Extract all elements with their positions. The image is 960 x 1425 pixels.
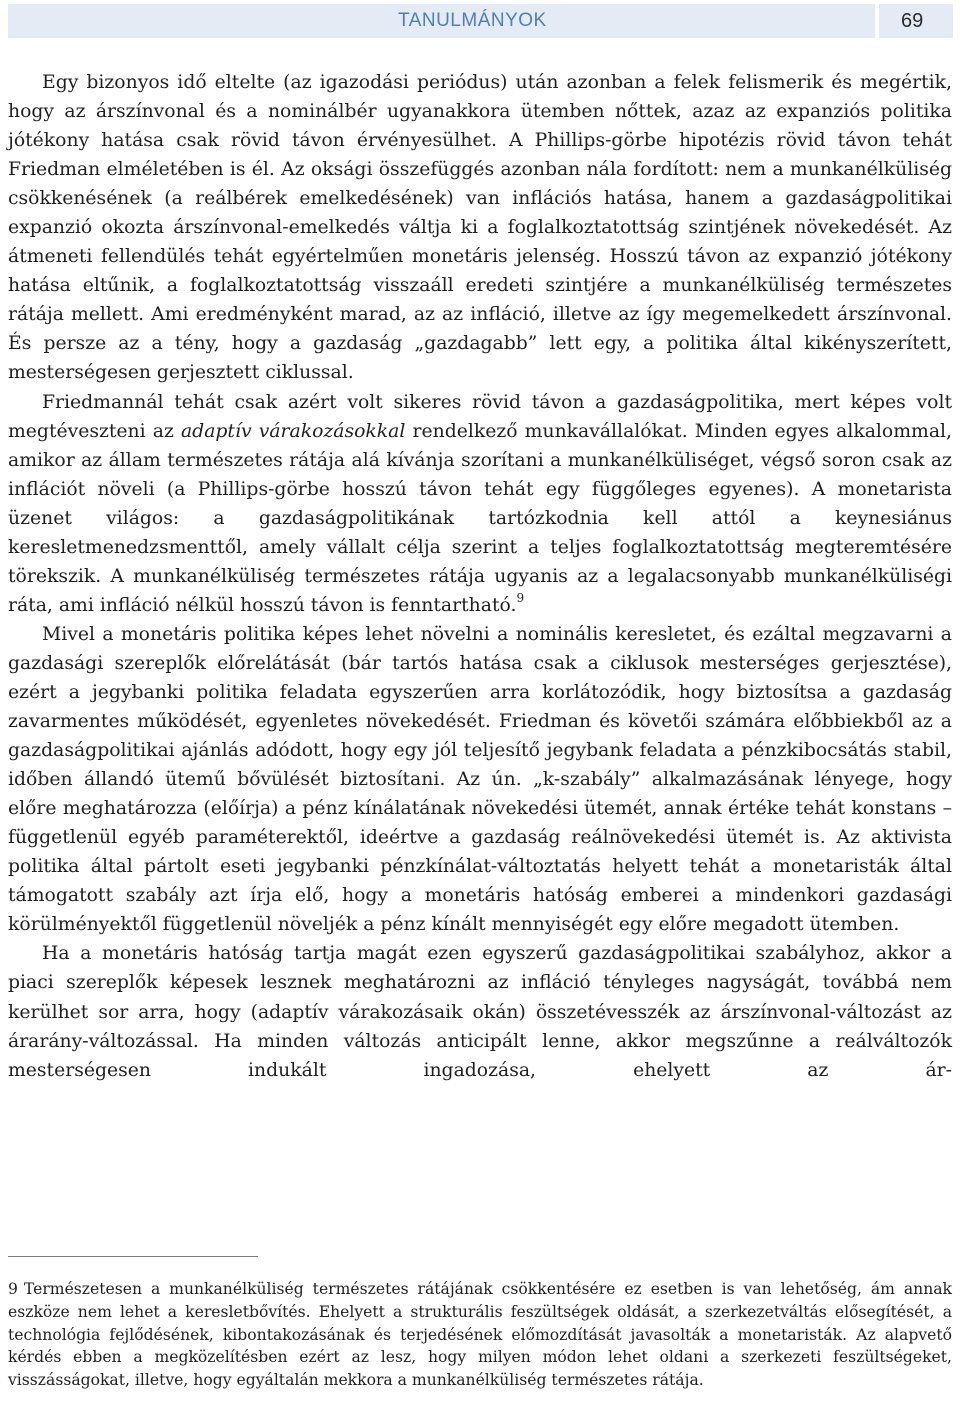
paragraph-2 xyxy=(8,388,952,620)
page-number-box xyxy=(879,4,953,38)
paragraph-2-text-a: Friedmannál tehát csak azért volt sikeres rövid távon a gazdaságpolitika, mert képes volt megtéveszteni az xyxy=(8,391,952,442)
running-header xyxy=(8,4,953,38)
footnote-divider xyxy=(8,1256,258,1257)
paragraph-2-emphasis: adaptív várakozásokkal xyxy=(180,420,406,442)
page-number: 69 xyxy=(901,10,924,32)
main-text xyxy=(8,68,952,1085)
header-bar xyxy=(8,4,875,38)
footnote-reference[interactable]: 9 xyxy=(516,590,525,605)
paragraph-1: Egy bizonyos idő eltelte (az igazodási periódus) után azonban a felek felismerik és megértik, hogy az árszínvonal és a nominálbér ugyanakkora ütemben nőttek, azaz az expanziós politika jótékony hatása csak rövid távon érvényesülhet. A Phillips-görbe hipotézis rövid távon tehát Friedman elméletében is él. Az oksági összefüggés azonban nála fordított: nem a munkanélküliség csökkenésének (a reálbérek emelkedésének) van inflációs hatása, hanem a gazdaságpolitikai expanzió okozta árszínvonal-emelkedés váltja ki a foglalkoztatottság szintjének növekedését. Az átmeneti fellendülés tehát egyértelműen monetáris jelenség. Hosszú távon az expanzió jótékony hatása eltűnik, a foglalkoztatottság visszaáll eredeti szintjére a munkanélküliség természetes rátája mellett. Ami eredményként marad, az az infláció, illetve az így megemelkedett árszínvonal. És persze az a tény, hogy a gazdaság „gazdagabb” lett egy, a politika által kikényszerített, mesterségesen gerjesztett ciklussal. xyxy=(8,72,952,384)
journal-section-title: TANULMÁNYOK xyxy=(398,10,547,31)
paragraph-3: Mivel a monetáris politika képes lehet növelni a nominális keresletet, és ezáltal megzavarni a gazdasági szereplők előrelátását (bár tartós hatása csak a ciklusok mesterséges gerjesztése), ezért a jegybanki politika feladata egyszerűen arra korlátozódik, hogy biztosítsa a gazdaság zavarmentes működését, egyenletes növekedését. Friedman és követői számára előbbiekből az a gazdaságpolitikai ajánlás adódott, hogy egy jól teljesítő jegybank feladata a pénzkibocsátás stabil, időben állandó ütemű bővülését biztosítani. Az ún. „k-szabály” alkalmazásának lényege, hogy előre meghatározza (előírja) a pénz kínálatának növekedési ütemét, annak értéke tehát konstans – függetlenül egyéb paraméterektől, ideértve a gazdaság reálnövekedési ütemét is. Az aktivista politika által pártolt eseti jegybanki pénzkínálat-változtatás helyett tehát a monetaristák által támogatott szabály azt írja elő, hogy a monetáris hatóság emberei a mindenkori gazdasági körülményektől függetlenül növeljék a pénz kínált mennyiségét egy előre megadott ütemben. xyxy=(8,623,952,936)
paragraph-2-text-b: rendelkező munkavállalókat. Minden egyes alkalommal, amikor az állam természetes rátája alá kívánja szorítani a munkanélküliséget, végső soron csak az inflációt növeli (a Phillips-görbe hosszú távon tehát egy függőleges egyenes). A monetarista üzenet világos: a gazdaságpolitikának tartózkodnia kell attól a keynesiánus keresletmenedzsmenttől, amely vállalt célja szerint a teljes foglalkoztatottság megteremtésére törekszik. A munkanélküliség természetes rátája ugyanis az a legalacsonyabb munkanélküliségi ráta, ami infláció nélkül hosszú távon is fenntartható. xyxy=(8,420,953,616)
paragraph-4: Ha a monetáris hatóság tartja magát ezen egyszerű gazdaságpolitikai szabályhoz, akkor a piaci szereplők képesek lesznek meghatározni az infláció tényleges nagyságát, továbbá nem kerülhet sor arra, hogy (adaptív várakozásaik okán) összetévesszék az árszínvonal-változást az árarány-változással. Ha minden változás anticipált lenne, akkor megszűnne a reálváltozók mesterségesen indukált ingadozása, ehelyett az ár- xyxy=(8,943,952,1081)
footnote-number: 9 xyxy=(8,1280,18,1298)
footnote-text: Természetesen a munkanélküliség természetes rátájának csökkentésére ez esetben is van lehetőség, ám annak eszköze nem lehet a keresletbővítés. Ehelyett a strukturális feszültségek oldását, a szerkezetváltás elősegítését, a technológia fejlődésének, kibontakozásának és terjedésének előmozdítását javasolták a monetaristák. Az alapvető kérdés ebben a megközelítésben ezért az lesz, hogy milyen módon lehet oldani a szerkezeti feszültségeket, visszásságokat, illetve, hogy egyáltalán mekkora a munkanélküliség természetes rátája. xyxy=(8,1280,952,1390)
footnote xyxy=(8,1278,952,1392)
